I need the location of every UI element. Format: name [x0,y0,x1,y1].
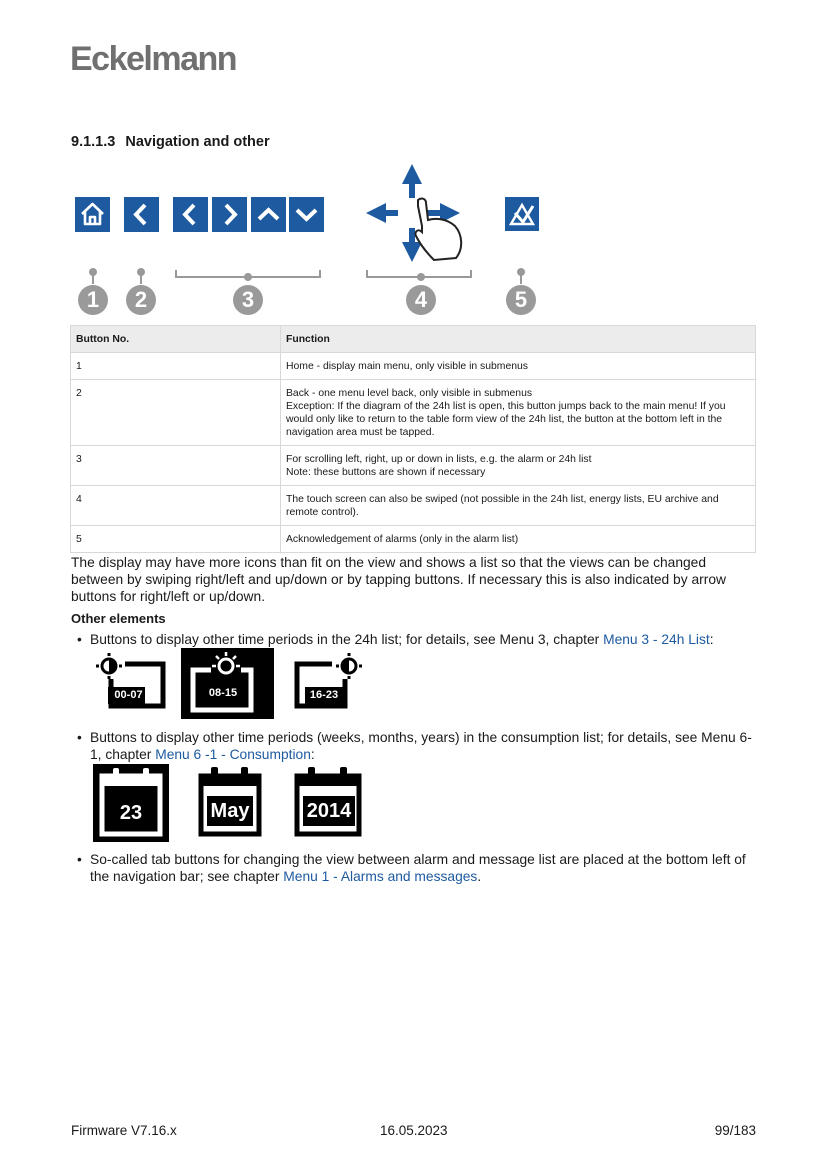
callout-bracket [175,270,177,278]
footer-date: 16.05.2023 [380,1123,448,1138]
table-row [71,353,756,380]
column-header-button-no: Button No. [71,326,281,353]
cell-button-no: 5 [71,526,281,553]
table-row [71,486,756,526]
section-heading [71,134,270,150]
cell-line: Acknowledgement of alarms (only in the alarm list) [286,534,519,545]
callout-3: 3 [233,285,263,315]
footer-firmware: Firmware V7.16.x [71,1123,177,1138]
down-icon [289,197,324,232]
calendar-label: 2014 [306,800,352,822]
cell-function [281,353,756,380]
bullet-text: Buttons to display other time periods in the 24h list; for details, see Menu 3, chapter [90,632,604,647]
period-label: 00-07 [114,689,143,701]
cell-function [281,380,756,446]
cell-line: Home - display main menu, only visible in submenus [286,361,528,372]
period-label: 08-15 [208,687,238,699]
table-row [71,446,756,486]
callout-line [140,272,142,284]
right-icon [212,197,247,232]
cell-button-no: 3 [71,446,281,486]
table-row [71,526,756,553]
cell-line: Exception: If the diagram of the 24h list is open, this button jumps back to the main menu! If you would only like to return to the table form view of the 24h list, the button at the bottom left in the navigation area must be tapped. [286,401,726,438]
calendar-year-icon [294,764,364,838]
section-title: Navigation and other [125,134,270,150]
callout-bracket [470,270,472,278]
left-icon [173,197,208,232]
callout-2: 2 [126,285,156,315]
period-08-15-icon [181,648,274,719]
back-icon [124,197,159,232]
callout-1: 1 [78,285,108,315]
callout-bracket [366,270,368,278]
section-number: 9.1.1.3 [71,134,116,150]
bullet-after: . [477,869,482,884]
period-00-07-icon [95,651,170,716]
callout-5: 5 [506,285,536,315]
bullet-text: So-called tab buttons for changing the view between alarm and message list are placed at the bottom left of the navigation bar; see chapter [90,852,746,884]
other-elements-heading: Other elements [71,611,166,626]
company-logo: Eckelmann [70,40,237,78]
table-header-row [71,326,756,353]
bullet-text: Buttons to display other time periods (weeks, months, years) in the consumption list; for details, see Menu 6-1, chapter [90,730,752,762]
chapter-link[interactable]: Menu 1 - Alarms and messages [283,869,478,884]
callout-dot [244,273,252,281]
period-label: 16-23 [309,689,339,701]
calendar-label: 23 [119,802,143,824]
callout-4: 4 [406,285,436,315]
cell-button-no: 4 [71,486,281,526]
calendar-month-icon [195,764,265,838]
cell-function [281,446,756,486]
cell-line: The touch screen can also be swiped (not possible in the 24h list, energy lists, EU archive and remote control). [286,494,719,518]
swipe-icon [360,162,470,272]
cell-function [281,486,756,526]
up-icon [251,197,286,232]
chapter-link[interactable]: Menu 6 -1 - Consumption [155,747,311,762]
cell-line: Note: these buttons are shown if necessary [286,467,486,478]
bullet-after: : [310,747,315,762]
footer-page-number: 99/183 [714,1123,756,1138]
callout-line [92,272,94,284]
period-16-23-icon [292,651,367,716]
callout-dot [417,273,425,281]
acknowledge-icon [505,197,539,231]
button-function-table [70,325,756,553]
body-paragraph: The display may have more icons than fit on the view and shows a list so that the views can be changed between by swiping right/left and up/down or by tapping buttons. If necessary this is also indicated by arrow buttons for right/left or up/down. [71,555,726,604]
cell-button-no: 2 [71,380,281,446]
callout-bracket [319,270,321,278]
calendar-day-icon [93,764,169,842]
cell-function [281,526,756,553]
cell-line: Back - one menu level back, only visible in submenus [286,388,533,399]
table-row [71,380,756,446]
chapter-link[interactable]: Menu 3 - 24h List [603,632,710,647]
column-header-function: Function [281,326,756,353]
callout-line [520,272,522,284]
cell-line: For scrolling left, right, up or down in lists, e.g. the alarm or 24h list [286,454,592,465]
cell-button-no: 1 [71,353,281,380]
bullet-after: : [709,632,714,647]
home-icon [75,197,110,232]
calendar-label: May [210,800,250,822]
